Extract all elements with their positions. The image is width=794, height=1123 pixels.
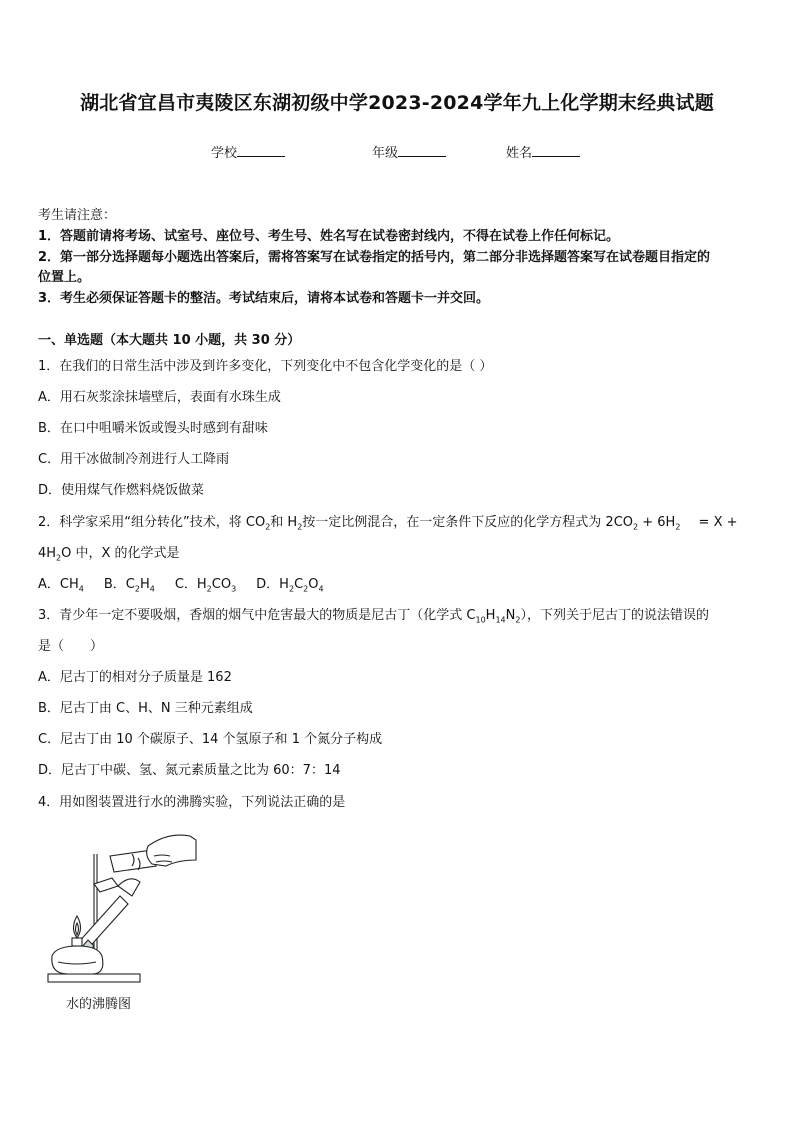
grade-label: 年级 [372,146,399,161]
school-field [211,142,285,161]
figure-caption: 水的沸腾图 [66,997,132,1012]
notice-item-1: 1．答题前请将考场、试室号、座位号、考生号、姓名写在试卷密封线内，不得在试卷上作任何标记。 [38,229,620,244]
q1-option-a: A．用石灰浆涂抹墙壁后，表面有水珠生成 [38,390,281,405]
school-blank [237,144,285,157]
q4-stem: 4．用如图装置进行水的沸腾实验，下列说法正确的是 [38,795,346,810]
q1-option-c: C．用干冰做制冷剂进行人工降雨 [38,452,230,467]
grade-field [372,142,446,161]
q2-options [38,573,324,594]
school-label: 学校 [211,146,238,161]
q3-option-d: D．尼古丁中碳、氢、氮元素质量之比为 60：7：14 [38,763,341,778]
q2-option-d: D．$H_2C_2O_4$ [256,577,324,594]
q3-option-c: C．尼古丁由 10 个碳原子、14 个氢原子和 1 个氮分子构成 [38,732,383,747]
grade-blank [398,144,446,157]
q1-option-d: D．使用煤气作燃料烧饭做菜 [38,483,205,498]
q2-option-c: C．$H_2CO_3$ [174,577,237,594]
name-label: 姓名 [506,146,533,161]
page-title: 湖北省宜昌市夷陵区东湖初级中学2023-2024学年九上化学期末经典试题 [80,92,714,114]
q3-stem-line1: 3．青少年一定不要吸烟，香烟的烟气中危害最大的物质是尼古丁（化学式 $C_{10}H_{14}N_2$），下列关于尼古丁的说法错误的 [38,608,709,625]
notice-item-3: 3．考生必须保证答题卡的整洁。考试结束后，请将本试卷和答题卡一并交回。 [38,291,490,306]
q1-stem: 1．在我们的日常生活中涉及到许多变化，下列变化中不包含化学变化的是（ ） [38,359,493,374]
q1-option-b: B．在口中咀嚼米饭或馒头时感到有甜味 [38,421,268,436]
q2-option-b: B．$C_2H_4$ [103,577,155,594]
q2-option-a: A．$CH_4$ [38,577,84,594]
q3-option-a: A．尼古丁的相对分子质量是 162 [38,670,232,685]
name-field [506,142,580,161]
q2-stem-line1: 2．科学家采用“组分转化”技术，将 $CO_2$和 $H_2$按一定比例混合，在一定条件下反应的化学方程式为 $2CO_2 + 6H_2 = X$ + [38,515,738,532]
q3-stem-line2: 是（ ） [38,639,104,654]
name-blank [532,144,580,157]
notice-item-2-cont: 位置上。 [38,270,91,285]
boiling-apparatus-figure [40,826,200,996]
section-heading: 一、单选题（本大题共 10 小题，共 30 分） [38,333,301,348]
q3-option-b: B．尼古丁由 C、H、N 三种元素组成 [38,701,253,716]
notice-item-2: 2．第一部分选择题每小题选出答案后，需将答案写在试卷指定的括号内，第二部分非选择题答案写在试卷题目指定的 [38,250,711,265]
q2-stem-line2: $4H_2O$ 中，X 的化学式是 [38,546,180,563]
notice-heading: 考生请注意： [38,208,117,223]
